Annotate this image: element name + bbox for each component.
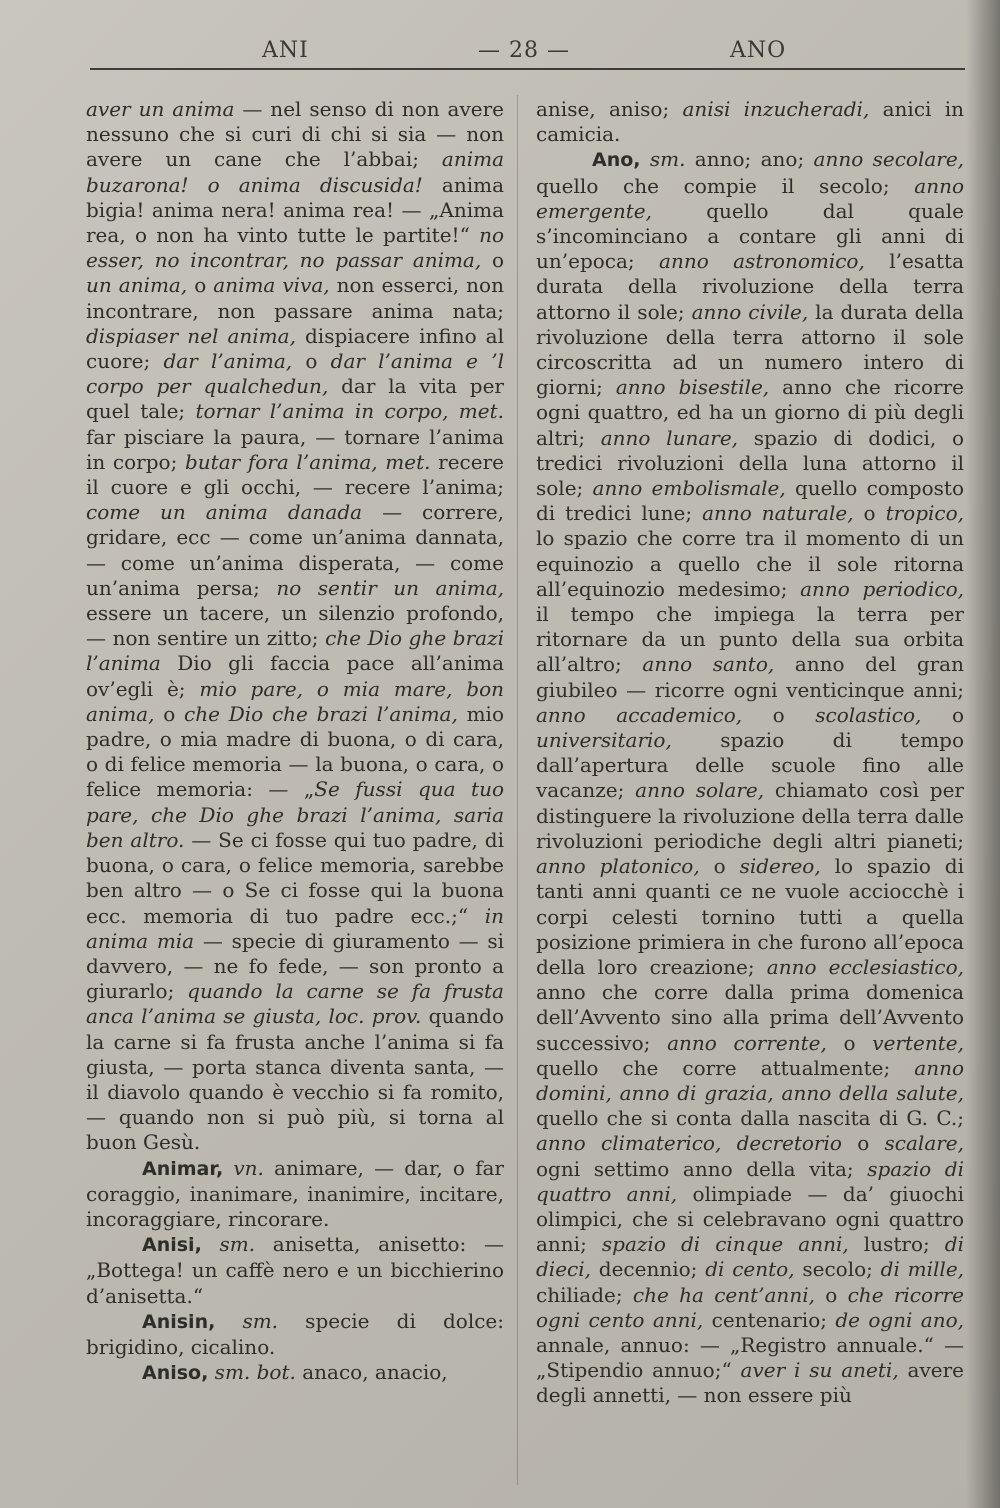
italic-phrase: un anima, [86, 273, 188, 298]
definition-text: quello che compie il secolo; [536, 173, 915, 198]
definition-text: lo spazio che corre tra il momento di un equinozio a quello che il sole ritorna all’equinozio medesimo; [536, 526, 964, 601]
definition-text: spazio di tempo dall’apertura delle scuole fino alle vacanze; [536, 728, 964, 803]
italic-phrase: quando la carne se fa frusta anca l’anima se giusta, loc. prov. [86, 979, 504, 1029]
definition-text: anno del gran giubileo — ricorre ogni venticinque anni; [536, 652, 964, 702]
definition-text: il tempo che impiega la terra per ritornare da un punto della sua orbita all’altro; [536, 602, 964, 677]
definition-text: anisetta, anisetto: — „Bottega! un caffè nero e un bicchierino d’anisetta.“ [86, 1232, 504, 1308]
italic-phrase: dispiaser nel anima, [86, 323, 296, 348]
italic-phrase: anno lunare, [600, 425, 739, 450]
definition-text: anima bigia! anima nera! anima rea! — „Anima rea, o non ha vinto tutte le partite!“ [86, 172, 505, 248]
entry-headword: Aniso, [142, 1362, 209, 1385]
entry-continuation [536, 97, 964, 147]
italic-phrase: aver i su aneti, [740, 1358, 899, 1383]
definition-text: chiliade; [536, 1282, 633, 1307]
definition-text: ogni settimo anno della vita; [536, 1156, 868, 1181]
definition-text: chiamato così per distinguere la rivoluzione della terra dalle rivoluzioni periodiche degli altri pianeti; [536, 778, 964, 853]
dictionary-entry [86, 1309, 504, 1360]
definition-text: o [742, 702, 816, 727]
italic-phrase: che Dio che brazi l’anima, [184, 701, 458, 726]
definition-text: quando la carne si fa frusta anche l’anima si fa giusta, — porta stanca diventa santa, — il diavolo quando è vecchio si fa romito, — quando non si può più, si torna al buon Gesù. [86, 1004, 504, 1155]
italic-phrase: anno civile, [691, 299, 809, 324]
definition-text: anno che corre dalla prima domenica dell’Avvento sino alla prima dell’Avvento successivo; [536, 980, 964, 1055]
italic-phrase: anno emergente, [536, 173, 964, 223]
definition-text: olimpiade — da’ giuochi olimpici, che si celebravano ogni quattro anni; [536, 1181, 964, 1257]
italic-phrase: anno domini, anno di grazia, anno della salute, [536, 1055, 964, 1105]
italic-phrase: anno corrente, [667, 1030, 827, 1055]
definition-text: mio padre, o mia madre di buona, o di cara, o di felice memoria — la buona, o cara, o felice memoria: — „ [86, 701, 504, 802]
definition-text: lo spazio di tanti anni quanti ce ne vuole acciocchè i corpi celesti tornino tutti a quella posizione primiera in che furono all’epoca della loro creazione; [536, 854, 964, 979]
italic-phrase: anno periodico, [800, 576, 964, 601]
definition-text: anise, aniso; [536, 97, 683, 121]
italic-phrase: tropico, [885, 501, 964, 526]
italic-phrase: Se fussi qua tuo pare, che Dio ghe brazi l’anima, saria ben altro. [86, 777, 504, 852]
definition-text: — nel senso di non avere nessuno che si curi di chi si sia — non avere un cane che l’abbai; [86, 97, 504, 172]
dictionary-entry [86, 1232, 504, 1309]
definition-text: centenario; [703, 1307, 836, 1332]
italic-phrase: anno embolismale, [592, 476, 786, 501]
entry-headword: Animar, [142, 1157, 224, 1180]
italic-phrase: anno secolare, [813, 147, 965, 172]
definition-text: o [921, 702, 964, 727]
italic-phrase: vn. [223, 1155, 264, 1180]
definition-text: la durata della rivoluzione della terra attorno il sole circoscritta ad un numero intero di giorni; [536, 299, 964, 400]
italic-phrase: butar fora l’anima, met. [184, 449, 431, 474]
page-spine-shadow [966, 0, 1000, 1508]
italic-phrase: mio pare, o mia mare, bon anima, [86, 676, 504, 726]
italic-phrase: scolastico, [815, 702, 922, 727]
italic-phrase: dar l’anima, [163, 349, 293, 374]
dictionary-entry [536, 147, 964, 1408]
definition-text: o [187, 273, 214, 298]
header-right-guideword: ANO [730, 38, 787, 63]
italic-phrase: dar l’anima e ’l corpo per qualchedun, [86, 349, 504, 399]
italic-phrase: sm. [640, 147, 686, 172]
definition-text: decennio; [591, 1257, 706, 1282]
italic-phrase: anno ecclesiastico, [766, 954, 965, 979]
italic-phrase: come un anima danada [86, 500, 363, 525]
definition-text: essere un tacere, un silenzio profondo, — non sentire un zitto; [86, 601, 504, 651]
entry-headword: Anisin, [142, 1310, 216, 1333]
definition-text: o [481, 248, 504, 273]
header-rule [90, 68, 965, 70]
definition-text: anaco, anacio, [295, 1360, 448, 1385]
definition-text: dispiacere infino al cuore; [86, 323, 504, 374]
definition-text: anno; ano; [685, 147, 814, 172]
definition-text: anici in camicia. [536, 97, 965, 147]
definition-text: o [853, 501, 886, 526]
italic-phrase: che Dio ghe brazi l’anima [86, 626, 505, 676]
column-divider [517, 95, 518, 1485]
definition-text: lustro; [848, 1232, 945, 1257]
italic-phrase: scalare, [884, 1131, 964, 1156]
italic-phrase: anima buzarona! o anima discusida! [86, 147, 504, 197]
italic-phrase: che ricorre ogni cento anni, [536, 1282, 964, 1332]
right-column [536, 97, 964, 1409]
definition-text: non esserci, non incontrare, non passare anima nata; [86, 273, 504, 323]
italic-phrase: di mille, [880, 1257, 965, 1282]
page-number: — 28 — [478, 38, 570, 63]
italic-phrase: anno bisestile, [615, 375, 770, 400]
entry-headword: Ano, [592, 149, 641, 172]
definition-text: o [826, 1030, 873, 1055]
definition-text: — specie di giuramento — si davvero, — ne fo fede, — son pronto a giurarlo; [86, 928, 504, 1004]
italic-phrase: sm. bot. [208, 1360, 296, 1385]
definition-text: o [699, 854, 740, 879]
italic-phrase: in anima mia [86, 903, 504, 953]
italic-phrase: anima viva, [213, 273, 330, 298]
definition-text: avere degli annetti, — non essere più [536, 1358, 964, 1408]
definition-text: recere il cuore e gli occhi, — recere l’anima; [86, 449, 504, 500]
definition-text: anno che ricorre ogni quattro, ed ha un giorno di più degli altri; [536, 375, 964, 450]
italic-phrase: anno santo, [642, 652, 775, 677]
italic-phrase: universitario, [536, 728, 672, 753]
italic-phrase: tornar l’anima in corpo, met. [195, 399, 504, 424]
italic-phrase: de ogni ano, [835, 1307, 965, 1332]
definition-text: far pisciare la paura, — tornare l’anima in corpo; [86, 424, 504, 474]
italic-phrase: no sentir un anima, [276, 575, 504, 600]
italic-phrase: aver un anima [86, 97, 235, 121]
definition-text: Dio gli faccia pace all’anima ov’egli è; [86, 651, 504, 701]
definition-text: spazio di dodici, o tredici rivoluzioni della luna attorno il sole; [536, 425, 964, 501]
definition-text: — Se ci fosse qui tuo padre, di buona, o cara, o felice memoria, sarebbe ben altro — o Se ci fosse qui la buona ecc. memoria di tuo padre ecc.;“ [86, 827, 505, 928]
italic-phrase: spazio di quattro anni, [536, 1156, 964, 1206]
definition-text: l’esatta durata della rivoluzione della terra attorno il sole; [536, 249, 964, 324]
left-column [86, 97, 504, 1386]
definition-text: secolo; [794, 1257, 881, 1282]
italic-phrase: anno accademico, [536, 702, 743, 727]
italic-phrase: spazio di cinque anni, [601, 1232, 849, 1257]
definition-text: quello dal quale s’incominciano a contare gli anni di un’epoca; [536, 198, 964, 274]
definition-text: quello composto di tredici lune; [536, 476, 964, 526]
italic-phrase: vertente, [872, 1030, 964, 1055]
definition-text: quello che corre attualmente; [536, 1055, 915, 1080]
definition-text: dar la vita per quel tale; [86, 374, 504, 424]
definition-text: o [292, 349, 331, 374]
italic-phrase: di dieci, [536, 1232, 964, 1282]
italic-phrase: anisi inzucheradi, [682, 97, 870, 121]
dictionary-entry [86, 1360, 504, 1386]
italic-phrase: anno platonico, [536, 854, 700, 879]
definition-text: annale, annuo: — „Registro annuale.“ — „Stipendio annuo;“ [536, 1332, 964, 1383]
italic-phrase: anno climaterico, decretorio [536, 1131, 842, 1156]
entry-continuation [86, 97, 504, 1156]
italic-phrase: anno naturale, [702, 501, 854, 526]
dictionary-entry [86, 1156, 504, 1233]
entry-headword: Anisi, [142, 1234, 202, 1257]
definition-text: animare, — dar, o far coraggio, inanimare, inanimire, incitare, incoraggiare, rincorare. [86, 1155, 504, 1231]
definition-text: o [154, 701, 185, 726]
italic-phrase: no esser, no incontrar, no passar anima, [86, 223, 504, 273]
italic-phrase: anno solare, [635, 778, 765, 803]
definition-text: quello che si conta dalla nascita di G. C.; [536, 1106, 964, 1131]
italic-phrase: di cento, [705, 1257, 795, 1282]
definition-text: — correre, gridare, ecc — come un’anima dannata, — come un’anima disperata, — come un’anima persa; [86, 500, 504, 600]
definition-text: o [841, 1131, 885, 1156]
italic-phrase: che ha cent’anni, [632, 1282, 815, 1307]
italic-phrase: sm. [201, 1232, 256, 1257]
running-header [90, 38, 965, 68]
italic-phrase: sidereo, [739, 854, 821, 879]
definition-text: specie di dolce: brigidino, cicalino. [86, 1308, 505, 1359]
definition-text: o [814, 1282, 848, 1307]
italic-phrase: anno astronomico, [659, 249, 865, 274]
header-left-guideword: ANI [262, 38, 309, 63]
italic-phrase: sm. [215, 1308, 279, 1333]
